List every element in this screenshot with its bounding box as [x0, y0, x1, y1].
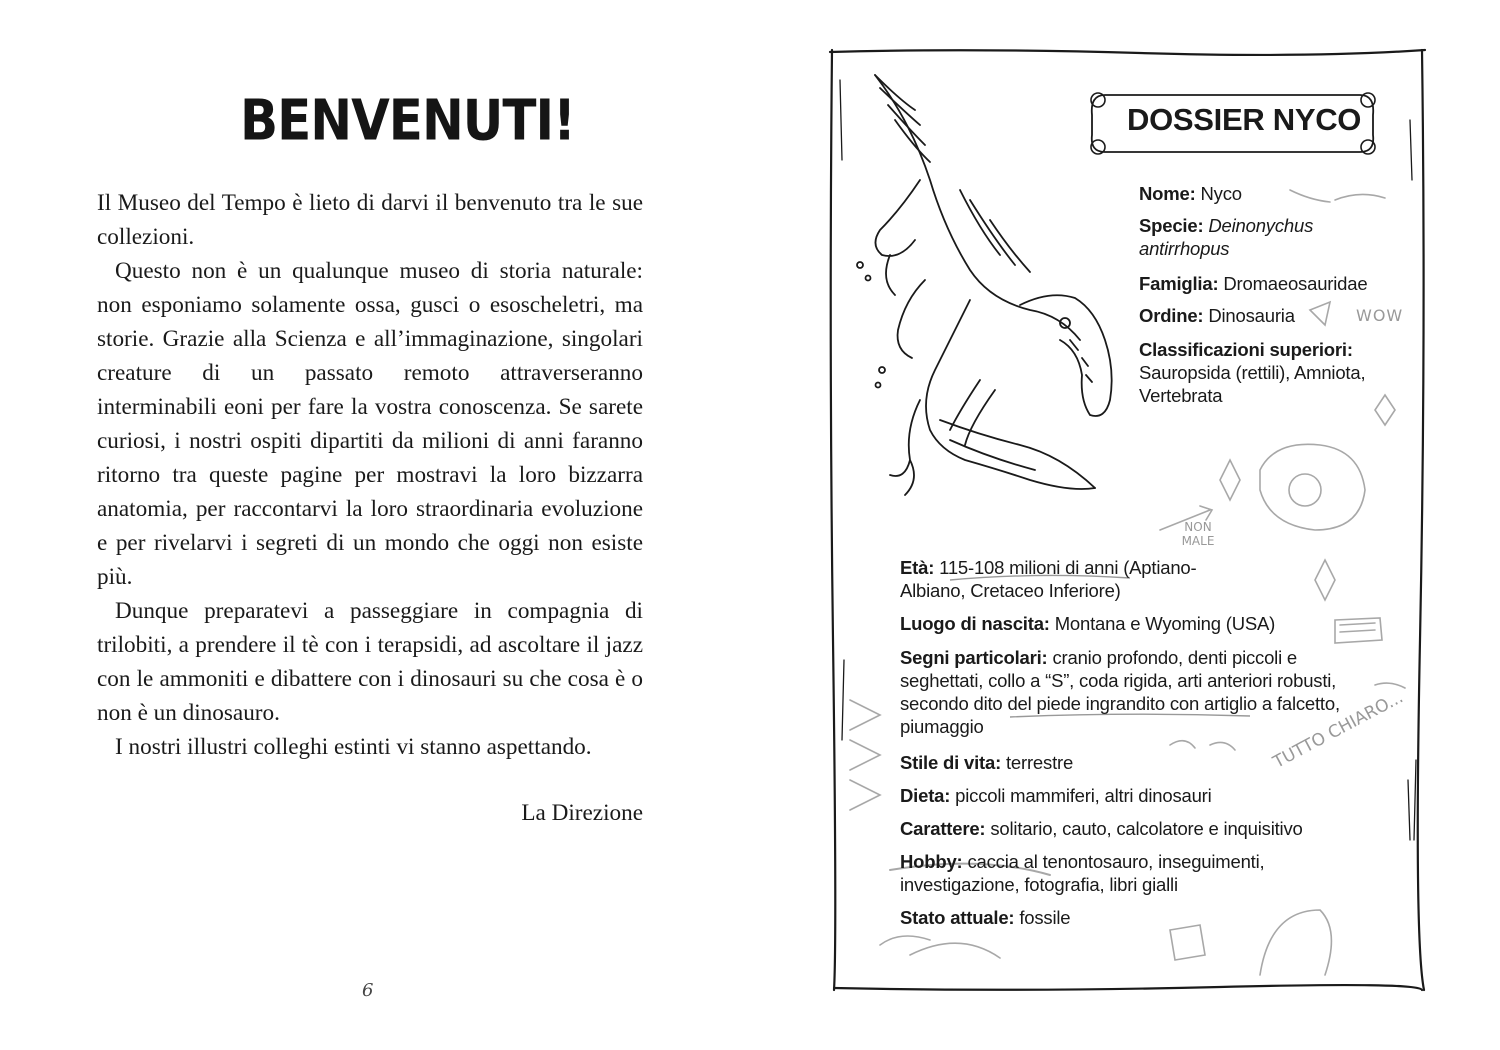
field-value: caccia al tenontosauro, inseguimenti, investigazione, fotografia, libri gialli	[900, 851, 1265, 895]
deinonychus-illustration	[857, 75, 1112, 495]
field-value: Montana e Wyoming (USA)	[1054, 613, 1276, 634]
field-hobby	[900, 850, 1300, 896]
body-text	[97, 186, 643, 764]
paragraph: I nostri illustri colleghi estinti vi stanno aspettando.	[115, 734, 592, 760]
feather-doodle	[1260, 910, 1331, 975]
field-segni	[900, 646, 1358, 738]
field-label: Famiglia:	[1139, 273, 1219, 294]
field-value: Nyco	[1200, 183, 1242, 204]
doodle-wow: WOW	[1356, 306, 1404, 325]
signature: La Direzione	[521, 800, 643, 826]
field-nome	[1139, 182, 1242, 205]
doodle-non-male: NON MALE	[1181, 520, 1215, 548]
field-label: Hobby:	[900, 851, 963, 872]
field-label: Età:	[900, 557, 935, 578]
flag-doodle	[1335, 618, 1382, 643]
field-label: Classificazioni superiori:	[1139, 339, 1353, 360]
paragraph: Questo non è un qualunque museo di storia naturale: non esponiamo solamente ossa, gusci o esoscheletri, ma storie. Grazie alla Scienza e all’immaginazione, singolari creature di un passato remoto attraverseranno interminabili eoni per fare la vostra conoscenza. Se sarete curiosi, i nostri ospiti dipartiti da milioni di anni faranno ritorno tra queste pagine per mostravi la loro bizzarra anatomia, per raccontarvi la loro straordinaria evoluzione e per rivelarvi i segreti di un mondo che oggi non esiste più.	[97, 258, 643, 590]
paragraph: Dunque preparatevi a passeggiare in compagnia di trilobiti, a prendere il tè con i terapsidi, ad ascoltare il jazz con le ammoniti e dibattere con i dinosauri su che cosa è o non è un dinosauro.	[97, 598, 643, 726]
field-value: solitario, cauto, calcolatore e inquisitivo	[990, 818, 1303, 839]
page-title: BENVENUTI!	[240, 88, 575, 153]
field-value: terrestre	[1005, 752, 1074, 773]
field-specie	[1139, 214, 1369, 260]
field-dieta	[900, 784, 1212, 807]
field-label: Stato attuale:	[900, 907, 1015, 928]
glasses-doodle	[1290, 190, 1385, 202]
field-label: Stile di vita:	[900, 752, 1002, 773]
field-label: Ordine:	[1139, 305, 1204, 326]
field-stato	[900, 906, 1070, 929]
field-label: Dieta:	[900, 785, 951, 806]
page-number: 6	[362, 980, 374, 1001]
field-label: Segni particolari:	[900, 647, 1048, 668]
camera-doodle	[1260, 444, 1365, 530]
field-eta	[900, 556, 1220, 602]
field-value: 115-108 milioni di anni (Aptiano-Albiano, Cretaceo Inferiore)	[900, 557, 1197, 601]
field-value: fossile	[1019, 907, 1071, 928]
field-label: Luogo di nascita:	[900, 613, 1050, 634]
field-label: Specie:	[1139, 215, 1204, 236]
field-value: Dinosauria	[1208, 305, 1295, 326]
field-value: Deinonychus antirrhopus	[1139, 215, 1314, 259]
field-ordine	[1139, 304, 1295, 327]
field-label: Nome:	[1139, 183, 1196, 204]
field-label: Carattere:	[900, 818, 986, 839]
book-doodle	[1170, 925, 1205, 960]
dossier-title: DOSSIER NYCO	[1127, 102, 1362, 137]
field-stile	[900, 751, 1073, 774]
field-carattere	[900, 817, 1303, 840]
field-famiglia	[1139, 272, 1367, 295]
field-luogo	[900, 612, 1275, 635]
paragraph: Il Museo del Tempo è lieto di darvi il benvenuto tra le sue collezioni.	[97, 190, 643, 250]
field-value: Sauropsida (rettili), Amniota, Vertebrata	[1139, 362, 1366, 406]
doodle-tutto-chiaro: TUTTO CHIARO...	[1270, 687, 1407, 773]
field-value: Dromaeosauridae	[1223, 273, 1368, 294]
field-value: cranio profondo, denti piccoli e seghettati, collo a “S”, coda rigida, arti anteriori robusti, secondo dito del piede ingrandito con artiglio a falcetto, piumaggio	[900, 647, 1340, 737]
field-value: piccoli mammiferi, altri dinosauri	[955, 785, 1212, 806]
field-classificazioni	[1139, 338, 1399, 407]
frame-border	[830, 50, 1425, 55]
